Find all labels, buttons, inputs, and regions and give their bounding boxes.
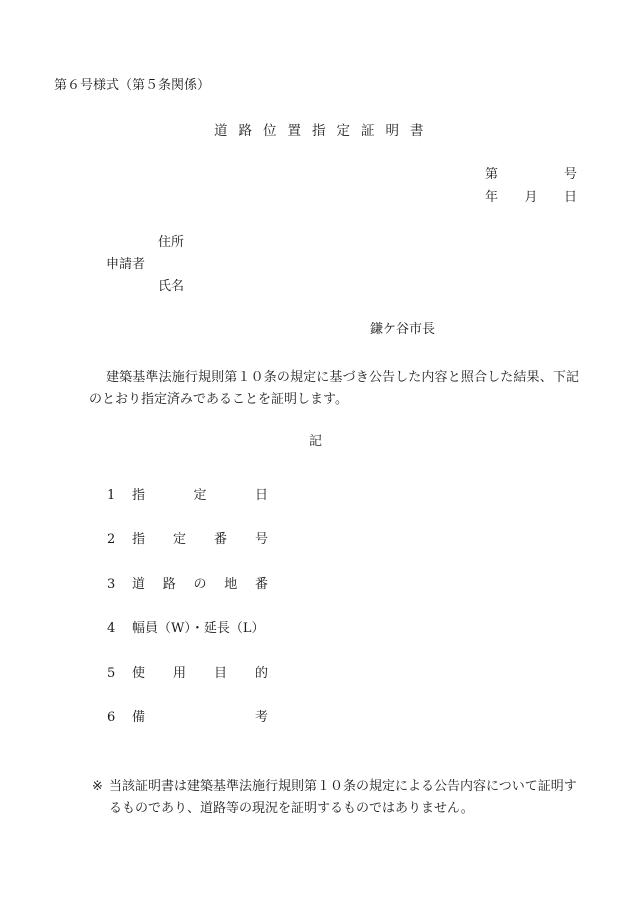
certificate-item <box>107 666 268 682</box>
item-label-char: 道 <box>132 577 146 592</box>
date-day-label: 日 <box>563 190 577 205</box>
item-label-char: 番 <box>254 577 268 592</box>
form-number-label: 第６号様式（第５条関係） <box>54 78 211 93</box>
item-label-char: 目 <box>213 666 227 681</box>
certificate-number-suffix: 号 <box>563 167 577 182</box>
issue-date-line <box>485 190 577 206</box>
item-label-char: の <box>193 577 207 592</box>
certificate-number-prefix: 第 <box>485 167 499 182</box>
item-number: 6 <box>107 710 116 725</box>
item-label <box>132 666 268 682</box>
applicant-address-label: 住所 <box>158 235 185 250</box>
certificate-item <box>107 621 268 637</box>
item-label-char: 路 <box>162 577 176 592</box>
certificate-number-line <box>485 167 577 183</box>
item-number: 5 <box>107 666 116 681</box>
certificate-item <box>107 577 268 593</box>
item-label-char: 日 <box>254 488 268 503</box>
item-label <box>132 532 268 548</box>
date-year-label: 年 <box>485 190 499 205</box>
item-label-char: 使 <box>132 666 146 681</box>
issuer-name: 鎌ケ谷市長 <box>370 322 436 337</box>
item-label-char: 指 <box>132 488 146 503</box>
date-month-label: 月 <box>524 190 538 205</box>
item-label-char: 考 <box>254 710 268 725</box>
document-title: 道路位置指定証明書 <box>214 123 435 139</box>
item-label <box>132 577 268 593</box>
item-number: 1 <box>107 488 116 503</box>
item-label-char: 地 <box>224 577 238 592</box>
item-label-char: 指 <box>132 532 146 547</box>
item-label-char: 号 <box>254 532 268 547</box>
item-label: 幅員（W）・延長（L） <box>132 621 265 636</box>
item-label-char: 備 <box>132 710 146 725</box>
item-number: 4 <box>107 621 116 636</box>
applicant-label: 申請者 <box>106 257 146 272</box>
item-label-char: 定 <box>172 532 186 547</box>
item-label-char: 定 <box>193 488 207 503</box>
item-label-char: 番 <box>213 532 227 547</box>
note-mark: ※ <box>92 779 103 794</box>
applicant-name-label: 氏名 <box>158 279 185 294</box>
certificate-item <box>107 488 268 504</box>
certificate-item <box>107 532 268 548</box>
note-text: 当該証明書は建築基準法施行規則第１０条の規定による公告内容について証明するものであり、道路等の現況を証明するものではありません。 <box>109 779 577 816</box>
item-label <box>132 488 268 504</box>
ki-heading: 記 <box>309 434 323 449</box>
item-label-char: 的 <box>254 666 268 681</box>
certification-statement: 建築基準法施行規則第１０条の規定に基づき公告した内容と照合した結果、下記のとおり指定済みであることを証明します。 <box>89 370 579 407</box>
item-label <box>132 710 268 726</box>
item-number: 3 <box>107 577 116 592</box>
item-label-char: 用 <box>172 666 186 681</box>
item-number: 2 <box>107 532 116 547</box>
certificate-item <box>107 710 268 726</box>
footnote <box>92 776 582 820</box>
